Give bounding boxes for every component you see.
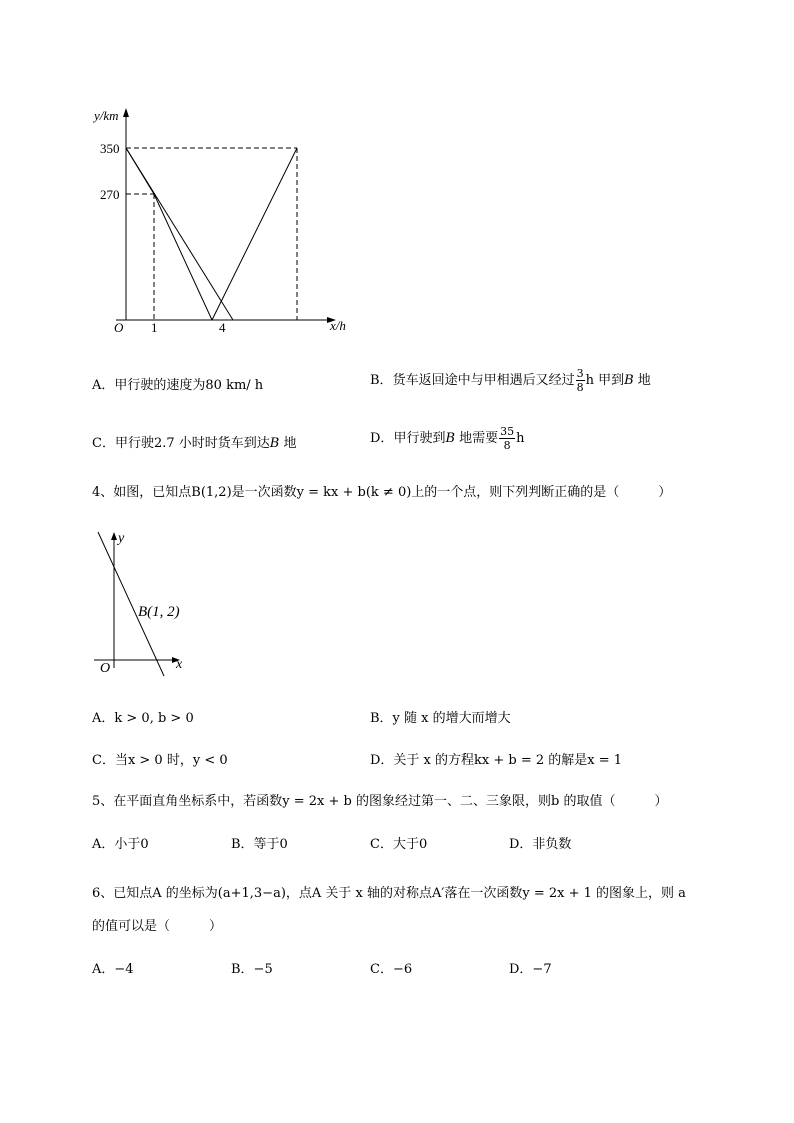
fraction-numerator: 3 xyxy=(576,367,584,380)
q3-option-b-text3: 地 xyxy=(633,373,651,388)
q5-stem: 5、在平面直角坐标系中，若函数y = 2x + b 的图象经过第一、二、三象限，则b 的取值（ ） xyxy=(92,794,668,809)
q3-option-b-place: B xyxy=(624,373,634,388)
q5-option-d[interactable]: D．非负数 xyxy=(509,837,572,852)
q6-option-d[interactable]: D．−7 xyxy=(509,962,552,977)
q6-option-b[interactable]: B．−5 xyxy=(231,962,273,977)
q3-option-b-text: 货车返回途中与甲相遇后又经过 xyxy=(392,373,575,388)
q3-option-c-place: B xyxy=(269,436,280,451)
q4-option-b[interactable]: B．y 随 x 的增大而增大 xyxy=(370,711,511,726)
q3-option-c[interactable] xyxy=(92,432,296,451)
line-truck-return xyxy=(212,148,297,320)
q3-option-a-prefix: A． xyxy=(92,378,115,393)
q5-option-a[interactable]: A．小于0 xyxy=(92,837,149,852)
origin-label: O xyxy=(100,661,111,676)
y-axis-label: y/km xyxy=(94,108,119,123)
q6-option-c[interactable]: C．−6 xyxy=(370,962,413,977)
y-tick-350: 350 xyxy=(100,141,120,156)
origin-label: O xyxy=(114,320,124,335)
q3-option-b-fraction xyxy=(576,368,585,393)
x-axis-label: x/h xyxy=(330,318,346,333)
q3-option-d-text: 甲行驶到 xyxy=(393,431,446,446)
y-axis-arrow xyxy=(123,108,129,117)
q3-option-b-text2: h 甲到 xyxy=(585,373,625,388)
y-label: y xyxy=(118,531,125,546)
line-truck-out xyxy=(126,148,154,194)
q3-option-c-prefix: C． xyxy=(92,436,115,451)
q3-option-d-text3: h xyxy=(516,431,525,446)
y-axis-arrow xyxy=(111,532,117,540)
fraction-denominator: 8 xyxy=(576,381,584,394)
q3-option-d[interactable] xyxy=(370,426,525,451)
line-truck-down xyxy=(154,194,212,320)
distance-time-graph xyxy=(90,100,370,340)
q6-option-a[interactable]: A．−4 xyxy=(92,962,134,977)
q5-option-c[interactable]: C．大于0 xyxy=(370,837,428,852)
point-b-label: B(1, 2) xyxy=(138,604,180,620)
q6-stem-line1: 6、已知点A 的坐标为(a+1,3−a)，点A 关于 x 轴的对称点A′落在一次函数y = 2x + 1 的图象上，则 a xyxy=(92,886,686,901)
q3-option-c-text2: 地 xyxy=(279,436,297,451)
fraction-numerator: 35 xyxy=(500,425,515,438)
q4-option-c[interactable]: C．当x > 0 时，y < 0 xyxy=(92,753,228,768)
q5-option-b[interactable]: B．等于0 xyxy=(231,837,288,852)
q3-option-d-prefix: D． xyxy=(370,431,394,446)
q3-option-d-text2: 地需要 xyxy=(455,431,499,446)
q3-option-d-fraction xyxy=(499,426,515,451)
q3-option-a-text: 甲行驶的速度为80 km/ h xyxy=(114,378,264,393)
q4-option-d[interactable]: D．关于 x 的方程kx + b = 2 的解是x = 1 xyxy=(370,753,623,768)
q3-option-b-prefix: B． xyxy=(370,373,393,388)
q3-option-c-text: 甲行驶2.7 小时时货车到达 xyxy=(114,436,270,451)
q3-option-b[interactable] xyxy=(370,368,651,393)
x-tick-4: 4 xyxy=(219,320,226,335)
q4-option-a[interactable]: A．k > 0, b > 0 xyxy=(92,711,194,726)
y-tick-270: 270 xyxy=(100,187,120,202)
x-tick-1: 1 xyxy=(151,320,158,335)
q3-option-d-place: B xyxy=(445,431,456,446)
linear-function-graph xyxy=(90,528,200,678)
q3-option-a[interactable] xyxy=(92,374,263,393)
q6-stem-line2: 的值可以是（ ） xyxy=(92,919,223,934)
x-label: x xyxy=(176,657,183,672)
fraction-denominator: 8 xyxy=(503,439,511,452)
q4-stem: 4、如图，已知点B(1,2)是一次函数y = kx + b(k ≠ 0)上的一个点，则下列判断正确的是（ ） xyxy=(92,485,672,500)
